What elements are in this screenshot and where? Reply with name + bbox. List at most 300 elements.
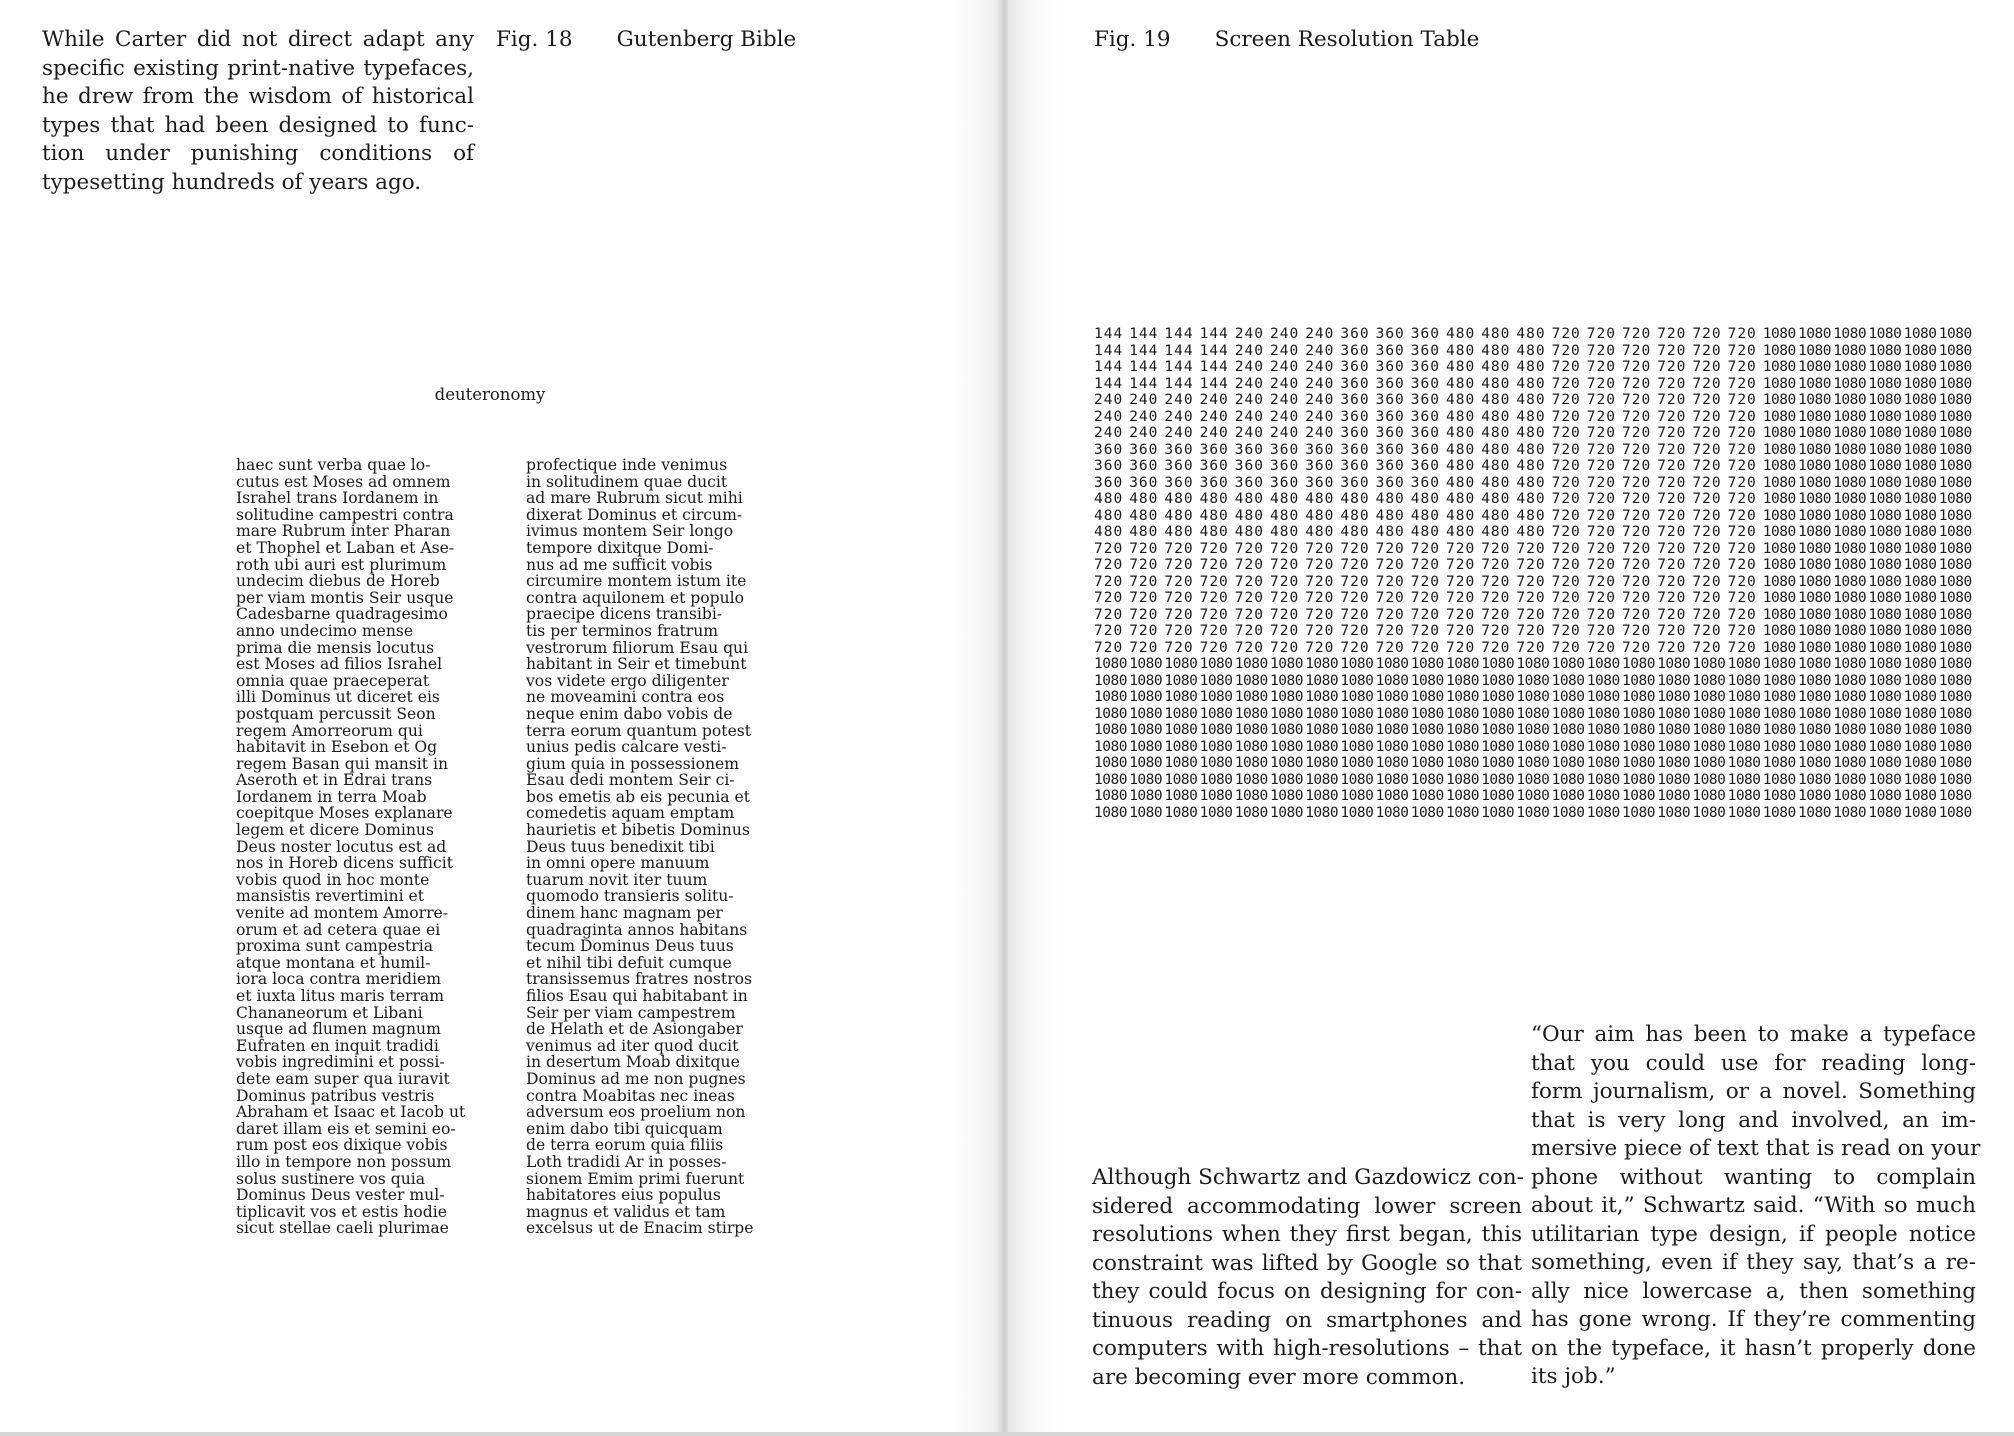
resolution-value: 1080 [1164,672,1198,689]
resolution-value: 1080 [1833,474,1867,491]
resolution-value: 144 [1199,359,1229,375]
resolution-value: 720 [1446,573,1476,590]
resolution-value: 1080 [1833,771,1867,788]
resolution-value: 720 [1622,540,1652,557]
resolution-value: 480 [1481,392,1511,408]
resolution-value: 1080 [1199,755,1233,771]
text-line: sicut stellae caeli plurimae [236,1219,449,1238]
resolution-row [1094,376,1974,392]
resolution-value: 480 [1481,458,1511,474]
resolution-value: 360 [1375,408,1405,425]
resolution-value: 720 [1305,639,1335,656]
resolution-value: 720 [1446,639,1476,656]
text-line: tecum Dominus Deus tuus [526,937,734,956]
resolution-value: 720 [1692,342,1722,359]
resolution-value: 1080 [1762,656,1796,672]
resolution-value: 1080 [1798,507,1831,524]
resolution-value: 1080 [1516,755,1550,771]
text-line: orum et ad cetera quae ei [236,920,441,939]
resolution-value: 1080 [1903,441,1937,458]
resolution-value: 1080 [1938,491,1972,507]
resolution-value: 1080 [1375,705,1409,722]
resolution-value: 720 [1622,375,1652,392]
resolution-value: 1080 [1868,606,1902,623]
resolution-value: 1080 [1798,788,1831,804]
resolution-value: 360 [1164,441,1194,458]
resolution-value: 720 [1375,540,1405,557]
resolution-value: 240 [1305,425,1335,441]
resolution-value: 1080 [1586,771,1620,788]
resolution-value: 1080 [1586,722,1620,738]
resolution-value: 1080 [1868,755,1902,771]
text-line: nus ad me sufficit vobis [526,555,713,574]
resolution-value: 360 [1234,458,1264,474]
resolution-value: 240 [1270,342,1300,359]
resolution-value: 720 [1551,342,1581,359]
resolution-value: 720 [1727,540,1757,557]
resolution-value: 720 [1586,342,1616,359]
resolution-value: 1080 [1798,804,1831,821]
resolution-value: 360 [1094,474,1124,491]
text-line: contra Moabitas nec ineas [526,1086,735,1105]
resolution-value: 1080 [1903,491,1937,507]
text-line: proxima sunt campestria [236,937,433,956]
resolution-value: 1080 [1305,705,1339,722]
resolution-value: 1080 [1199,689,1233,705]
resolution-value: 720 [1164,606,1194,623]
resolution-value: 720 [1446,557,1476,573]
resolution-value: 1080 [1164,771,1198,788]
resolution-value: 1080 [1622,672,1655,689]
resolution-value: 720 [1727,590,1757,606]
resolution-value: 480 [1164,524,1194,540]
resolution-row [1094,772,1974,788]
resolution-value: 240 [1164,408,1194,425]
resolution-value: 240 [1199,408,1229,425]
resolution-value: 144 [1164,326,1194,342]
resolution-value: 1080 [1692,722,1726,738]
resolution-value: 1080 [1868,474,1902,491]
resolution-value: 1080 [1657,804,1691,821]
resolution-value: 720 [1199,540,1229,557]
resolution-value: 720 [1551,375,1581,392]
resolution-value: 720 [1551,623,1581,639]
resolution-value: 480 [1234,524,1264,540]
resolution-value: 720 [1622,425,1652,441]
resolution-value: 1080 [1199,738,1233,755]
resolution-value: 1080 [1446,788,1479,804]
resolution-value: 1080 [1551,705,1585,722]
resolution-value: 720 [1164,590,1194,606]
resolution-value: 360 [1375,359,1405,375]
resolution-value: 1080 [1410,689,1444,705]
resolution-value: 1080 [1446,656,1479,672]
resolution-value: 1080 [1481,771,1515,788]
resolution-value: 720 [1657,639,1687,656]
resolution-value: 1080 [1938,540,1972,557]
resolution-value: 1080 [1622,804,1655,821]
resolution-value: 1080 [1868,507,1902,524]
resolution-value: 1080 [1762,441,1796,458]
text-line: solus sustinere vos quia [236,1169,426,1188]
resolution-value: 480 [1516,326,1546,342]
resolution-value: 1080 [1199,705,1233,722]
resolution-row [1094,425,1974,441]
resolution-value: 1080 [1340,722,1374,738]
text-line: ne moveamini contra eos [526,688,725,707]
resolution-value: 1080 [1270,738,1303,755]
resolution-value: 1080 [1903,557,1937,573]
resolution-value: 1080 [1657,755,1691,771]
text-line: vobis quod in hoc monte [236,870,430,889]
screen-resolution-table [1094,326,1974,821]
resolution-value: 1080 [1903,639,1937,656]
resolution-value: 1080 [1833,722,1867,738]
resolution-value: 720 [1410,606,1440,623]
text-line: regem Basan qui mansit in [236,754,449,773]
resolution-value: 1080 [1727,722,1761,738]
figure-title: Gutenberg Bible [616,27,797,52]
text-line: per viam montis Seir usque [236,588,454,607]
resolution-value: 480 [1516,458,1546,474]
resolution-value: 1080 [1199,804,1233,821]
resolution-value: 480 [1481,326,1511,342]
resolution-value: 720 [1199,623,1229,639]
resolution-value: 720 [1586,524,1616,540]
resolution-row [1094,722,1974,738]
resolution-value: 1080 [1903,359,1937,375]
resolution-value: 720 [1340,590,1370,606]
resolution-value: 1080 [1938,623,1972,639]
resolution-value: 1080 [1516,788,1550,804]
resolution-value: 720 [1270,623,1300,639]
resolution-value: 1080 [1129,656,1163,672]
resolution-value: 1080 [1833,524,1867,540]
text-line: Dominus patribus vestris [236,1086,435,1105]
text-line: its job.” [1531,1364,1616,1389]
resolution-row [1094,359,1974,375]
resolution-value: 720 [1234,573,1264,590]
resolution-value: 480 [1410,507,1440,524]
text-line: tis per terminos fratrum [526,621,719,640]
resolution-value: 720 [1516,639,1546,656]
resolution-value: 1080 [1798,359,1831,375]
resolution-value: 360 [1375,392,1405,408]
resolution-value: 240 [1305,408,1335,425]
resolution-value: 480 [1164,491,1194,507]
resolution-value: 360 [1340,474,1370,491]
resolution-row [1094,689,1974,705]
resolution-value: 720 [1622,326,1652,342]
resolution-value: 720 [1622,623,1652,639]
resolution-value: 1080 [1551,689,1585,705]
resolution-value: 480 [1516,425,1546,441]
resolution-value: 480 [1164,507,1194,524]
text-line: Aseroth et in Edrai trans [236,771,433,790]
resolution-value: 1080 [1164,705,1198,722]
resolution-value: 360 [1340,342,1370,359]
resolution-value: 1080 [1798,326,1831,342]
resolution-value: 1080 [1551,788,1585,804]
text-line: tempore dixitque Domi- [526,538,714,557]
text-line: in desertum Moab dixitque [526,1053,740,1072]
resolution-value: 720 [1551,557,1581,573]
resolution-value: 240 [1305,392,1335,408]
deuteronomy-heading: deuteronomy [434,385,546,404]
resolution-value: 1080 [1305,689,1339,705]
intro-paragraph [42,26,474,197]
resolution-value: 720 [1692,540,1722,557]
resolution-value: 1080 [1868,359,1902,375]
resolution-value: 480 [1481,342,1511,359]
resolution-value: 1080 [1903,573,1937,590]
resolution-value: 720 [1234,606,1264,623]
resolution-value: 1080 [1164,656,1198,672]
resolution-row [1094,574,1974,590]
resolution-row [1094,541,1974,557]
resolution-value: 720 [1270,606,1300,623]
resolution-value: 480 [1305,491,1335,507]
resolution-value: 1080 [1938,656,1972,672]
resolution-row [1094,623,1974,639]
resolution-value: 1080 [1727,804,1761,821]
resolution-value: 1080 [1481,689,1515,705]
text-line: dixerat Dominus et circum- [526,505,743,524]
text-line: about it,” Schwartz said. “With so much [1531,1193,1976,1218]
resolution-value: 1080 [1551,722,1585,738]
resolution-value: 360 [1340,425,1370,441]
resolution-value: 1080 [1234,689,1268,705]
resolution-value: 360 [1375,326,1405,342]
resolution-value: 720 [1622,507,1652,524]
resolution-value: 720 [1727,557,1757,573]
resolution-value: 720 [1692,359,1722,375]
resolution-value: 1080 [1270,755,1303,771]
resolution-value: 720 [1481,573,1511,590]
resolution-value: 1080 [1270,722,1303,738]
resolution-value: 1080 [1762,392,1796,408]
resolution-value: 720 [1199,557,1229,573]
resolution-value: 1080 [1270,672,1303,689]
resolution-value: 720 [1199,590,1229,606]
resolution-value: 720 [1586,392,1616,408]
figure-caption-19 [1094,26,1479,54]
resolution-value: 720 [1375,639,1405,656]
resolution-value: 720 [1586,606,1616,623]
resolution-value: 720 [1270,590,1300,606]
resolution-value: 1080 [1164,804,1198,821]
resolution-value: 720 [1305,590,1335,606]
resolution-value: 1080 [1692,771,1726,788]
resolution-row [1094,673,1974,689]
resolution-value: 1080 [1938,755,1972,771]
resolution-value: 1080 [1410,656,1444,672]
resolution-value: 360 [1199,474,1229,491]
resolution-value: 720 [1586,557,1616,573]
resolution-value: 1080 [1868,458,1902,474]
resolution-value: 720 [1164,573,1194,590]
resolution-value: 1080 [1903,392,1937,408]
resolution-value: 720 [1657,623,1687,639]
resolution-value: 1080 [1868,342,1902,359]
resolution-value: 720 [1446,590,1476,606]
resolution-value: 720 [1586,326,1616,342]
text-line: Deus noster locutus est ad [236,837,447,856]
text-line: adversum eos proelium non [526,1103,746,1122]
resolution-row [1094,805,1974,821]
resolution-value: 720 [1551,507,1581,524]
resolution-value: 1080 [1833,623,1867,639]
resolution-value: 1080 [1481,738,1515,755]
resolution-value: 720 [1199,606,1229,623]
resolution-value: 480 [1199,507,1229,524]
resolution-value: 720 [1164,639,1194,656]
resolution-value: 1080 [1094,656,1127,672]
resolution-value: 1080 [1798,392,1831,408]
pull-quote [1531,1021,1981,1392]
resolution-value: 720 [1446,623,1476,639]
resolution-value: 1080 [1129,705,1163,722]
resolution-value: 480 [1446,425,1476,441]
resolution-value: 360 [1410,392,1440,408]
resolution-value: 1080 [1833,755,1867,771]
text-line: circumire montem istum ite [526,572,747,591]
resolution-value: 720 [1481,590,1511,606]
resolution-value: 1080 [1762,722,1796,738]
resolution-value: 360 [1234,441,1264,458]
resolution-value: 720 [1410,540,1440,557]
resolution-row [1094,442,1974,458]
resolution-value: 1080 [1727,656,1761,672]
resolution-value: 480 [1270,491,1300,507]
resolution-value: 1080 [1446,804,1479,821]
resolution-value: 360 [1270,458,1300,474]
resolution-value: 240 [1270,392,1300,408]
resolution-value: 720 [1622,524,1652,540]
resolution-value: 1080 [1762,326,1796,342]
resolution-value: 1080 [1094,738,1127,755]
resolution-value: 1080 [1762,474,1796,491]
resolution-value: 720 [1129,540,1159,557]
resolution-value: 1080 [1938,689,1972,705]
text-line: While Carter did not direct adapt any [42,27,474,52]
text-line: habitant in Seir et timebunt [526,655,747,674]
resolution-value: 1080 [1868,623,1902,639]
figure-number: Fig. 18 [496,27,573,52]
text-line: vos videte ergo diligenter [526,671,729,690]
resolution-value: 720 [1692,573,1722,590]
resolution-value: 480 [1516,392,1546,408]
text-line: mersive piece of text that is read on your [1531,1136,1981,1161]
text-line: habitatores eius populus [526,1186,721,1205]
resolution-value: 1080 [1586,689,1620,705]
resolution-value: 1080 [1657,722,1691,738]
text-line: praecipe dicens transibi- [526,605,723,624]
resolution-value: 720 [1516,623,1546,639]
text-line: constraint was lifted by Google so that [1092,1250,1522,1276]
resolution-value: 480 [1446,359,1476,375]
resolution-row [1094,343,1974,359]
resolution-value: 1080 [1199,771,1233,788]
resolution-value: 1080 [1903,590,1937,606]
resolution-value: 1080 [1410,672,1444,689]
resolution-value: 480 [1516,441,1546,458]
resolution-value: 1080 [1938,722,1972,738]
resolution-value: 240 [1270,359,1300,375]
resolution-value: 1080 [1481,788,1515,804]
resolution-value: 1080 [1868,722,1902,738]
resolution-value: 1080 [1516,656,1550,672]
resolution-value: 480 [1410,491,1440,507]
resolution-value: 1080 [1833,788,1867,804]
resolution-value: 1080 [1234,672,1268,689]
resolution-value: 1080 [1798,606,1831,623]
resolution-value: 1080 [1657,771,1691,788]
resolution-value: 720 [1657,441,1687,458]
resolution-value: 1080 [1305,804,1339,821]
resolution-value: 480 [1270,507,1300,524]
resolution-value: 720 [1551,458,1581,474]
text-line: types that had been designed to func- [42,112,474,138]
resolution-value: 720 [1129,590,1159,606]
resolution-value: 1080 [1798,590,1831,606]
resolution-value: 240 [1094,408,1124,425]
resolution-value: 360 [1270,474,1300,491]
resolution-value: 720 [1622,590,1652,606]
resolution-value: 720 [1622,557,1652,573]
resolution-value: 240 [1164,392,1194,408]
resolution-value: 1080 [1868,408,1902,425]
resolution-value: 1080 [1903,408,1937,425]
resolution-value: 720 [1657,359,1687,375]
resolution-value: 1080 [1727,672,1761,689]
resolution-value: 1080 [1762,408,1796,425]
resolution-value: 720 [1446,606,1476,623]
resolution-value: 720 [1340,540,1370,557]
resolution-value: 720 [1094,639,1124,656]
resolution-value: 480 [1446,458,1476,474]
resolution-value: 720 [1692,524,1722,540]
resolution-value: 240 [1129,425,1159,441]
resolution-value: 720 [1551,441,1581,458]
text-line: venite ad montem Amorre- [236,904,449,923]
text-line: rum post eos dixique vobis [236,1136,448,1155]
resolution-value: 720 [1234,639,1264,656]
resolution-value: 1080 [1727,705,1761,722]
resolution-value: 144 [1094,326,1124,342]
resolution-value: 360 [1164,474,1194,491]
text-line: est Moses ad filios Israhel [236,655,443,674]
resolution-value: 1080 [1692,705,1726,722]
resolution-value: 1080 [1129,672,1163,689]
resolution-value: 1080 [1798,705,1831,722]
resolution-row [1094,640,1974,656]
resolution-value: 720 [1692,557,1722,573]
resolution-value: 1080 [1516,738,1550,755]
resolution-value: 1080 [1798,722,1831,738]
resolution-value: 1080 [1551,656,1585,672]
resolution-value: 1080 [1129,804,1163,821]
resolution-value: 1080 [1446,722,1479,738]
resolution-value: 240 [1305,359,1335,375]
resolution-value: 720 [1551,359,1581,375]
resolution-value: 1080 [1798,458,1831,474]
resolution-value: 720 [1657,326,1687,342]
resolution-value: 480 [1375,491,1405,507]
resolution-value: 720 [1234,590,1264,606]
resolution-value: 1080 [1868,738,1902,755]
resolution-row [1094,524,1974,540]
